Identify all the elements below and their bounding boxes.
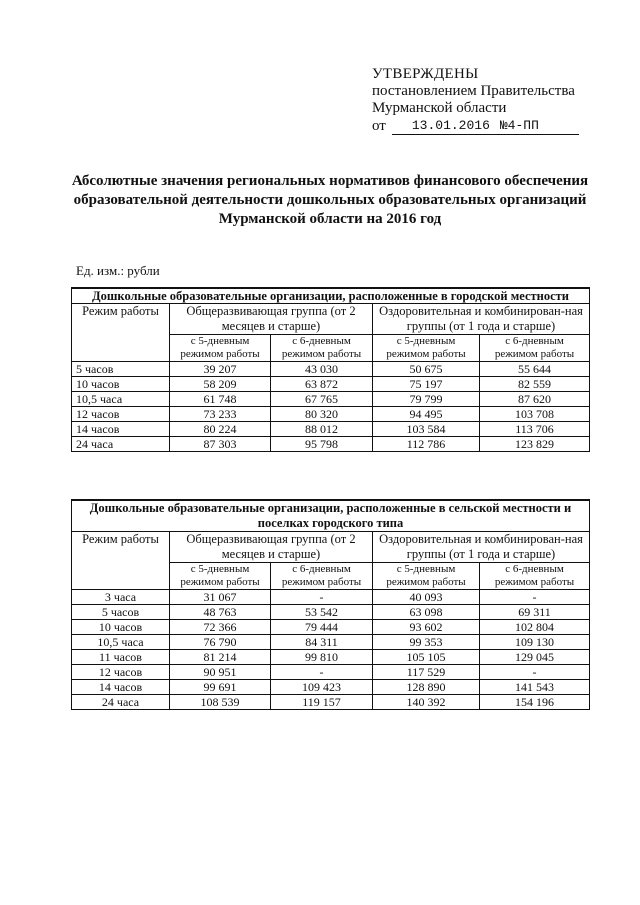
health-6-day-value: 123 829: [480, 437, 590, 452]
mode-header: Режим работы: [72, 304, 170, 362]
health-6-day-value: 102 804: [480, 620, 590, 635]
general-6-day-header: с 6-дневным режимом работы: [271, 335, 373, 362]
document-title: Абсолютные значения региональных нормативов финансового обеспечения образовательной деятельности дошкольных образовательных организаций Мурманской области на 2016 год: [71, 173, 589, 227]
general-6-day-value: 53 542: [271, 605, 373, 620]
approval-number: №4-ПП: [500, 117, 579, 135]
health-5-day-header: с 5-дневным режимом работы: [373, 335, 480, 362]
health-5-day-value: 50 675: [373, 362, 480, 377]
health-5-day-value: 94 495: [373, 407, 480, 422]
approval-date: 13.01.2016: [392, 117, 500, 135]
general-5-day-value: 58 209: [170, 377, 271, 392]
general-5-day-value: 76 790: [170, 635, 271, 650]
health-5-day-value: 75 197: [373, 377, 480, 392]
general-5-day-value: 61 748: [170, 392, 271, 407]
health-5-day-value: 93 602: [373, 620, 480, 635]
health-5-day-value: 117 529: [373, 665, 480, 680]
health-6-day-value: 103 708: [480, 407, 590, 422]
urban-norms-table: [71, 287, 590, 452]
health-5-day-value: 40 093: [373, 590, 480, 605]
general-6-day-value: 67 765: [271, 392, 373, 407]
general-5-day-value: 73 233: [170, 407, 271, 422]
approval-date-line: [372, 117, 622, 135]
general-group-header: Общеразвивающая группа (от 2 месяцев и старше): [170, 304, 373, 335]
row-mode: 10 часов: [72, 620, 170, 635]
row-mode: 3 часа: [72, 590, 170, 605]
table-row: [72, 620, 590, 635]
health-5-day-value: 140 392: [373, 695, 480, 710]
approval-heading: УТВЕРЖДЕНЫ: [372, 66, 479, 82]
row-mode: 5 часов: [72, 362, 170, 377]
table-row: [72, 407, 590, 422]
health-5-day-header: с 5-дневным режимом работы: [373, 563, 480, 590]
health-6-day-value: 154 196: [480, 695, 590, 710]
row-mode: 5 часов: [72, 605, 170, 620]
general-6-day-header: с 6-дневным режимом работы: [271, 563, 373, 590]
urban-table-caption: Дошкольные образовательные организации, расположенные в городской местности: [72, 288, 590, 304]
general-5-day-value: 48 763: [170, 605, 271, 620]
general-6-day-value: 119 157: [271, 695, 373, 710]
general-5-day-value: 72 366: [170, 620, 271, 635]
health-5-day-value: 105 105: [373, 650, 480, 665]
health-group-header: Оздоровительная и комбинирован-ная группы (от 1 года и старше): [373, 304, 590, 335]
row-mode: 14 часов: [72, 680, 170, 695]
health-6-day-value: 82 559: [480, 377, 590, 392]
row-mode: 10,5 часа: [72, 635, 170, 650]
general-5-day-value: 90 951: [170, 665, 271, 680]
mode-header: Режим работы: [72, 532, 170, 590]
row-mode: 12 часов: [72, 407, 170, 422]
general-group-header: Общеразвивающая группа (от 2 месяцев и старше): [170, 532, 373, 563]
general-5-day-value: 31 067: [170, 590, 271, 605]
health-5-day-value: 128 890: [373, 680, 480, 695]
general-6-day-value: 99 810: [271, 650, 373, 665]
health-6-day-value: 87 620: [480, 392, 590, 407]
table-row: [72, 437, 590, 452]
health-6-day-value: -: [480, 590, 590, 605]
general-6-day-value: 88 012: [271, 422, 373, 437]
health-6-day-value: 109 130: [480, 635, 590, 650]
approval-block: [372, 66, 622, 135]
row-mode: 11 часов: [72, 650, 170, 665]
general-6-day-value: 109 423: [271, 680, 373, 695]
general-5-day-value: 39 207: [170, 362, 271, 377]
general-6-day-value: 84 311: [271, 635, 373, 650]
row-mode: 14 часов: [72, 422, 170, 437]
table-row: [72, 635, 590, 650]
health-6-day-value: 69 311: [480, 605, 590, 620]
row-mode: 10 часов: [72, 377, 170, 392]
general-6-day-value: 80 320: [271, 407, 373, 422]
health-5-day-value: 112 786: [373, 437, 480, 452]
general-6-day-value: -: [271, 665, 373, 680]
general-5-day-value: 99 691: [170, 680, 271, 695]
table-row: [72, 590, 590, 605]
health-5-day-value: 103 584: [373, 422, 480, 437]
rural-norms-table: [71, 499, 590, 710]
table-row: [72, 377, 590, 392]
unit-of-measure: Ед. изм.: рубли: [76, 263, 160, 278]
general-5-day-header: с 5-дневным режимом работы: [170, 335, 271, 362]
row-mode: 10,5 часа: [72, 392, 170, 407]
health-6-day-value: 113 706: [480, 422, 590, 437]
table-row: [72, 665, 590, 680]
general-5-day-header: с 5-дневным режимом работы: [170, 563, 271, 590]
general-6-day-value: 79 444: [271, 620, 373, 635]
table-row: [72, 650, 590, 665]
approval-resolution: постановлением Правительства: [372, 83, 575, 99]
health-6-day-value: 141 543: [480, 680, 590, 695]
approval-from-label: от: [372, 118, 386, 134]
general-6-day-value: -: [271, 590, 373, 605]
row-mode: 12 часов: [72, 665, 170, 680]
general-5-day-value: 108 539: [170, 695, 271, 710]
general-5-day-value: 81 214: [170, 650, 271, 665]
health-6-day-header: с 6-дневным режимом работы: [480, 335, 590, 362]
row-mode: 24 часа: [72, 695, 170, 710]
general-5-day-value: 80 224: [170, 422, 271, 437]
table-row: [72, 392, 590, 407]
health-5-day-value: 99 353: [373, 635, 480, 650]
table-row: [72, 362, 590, 377]
health-6-day-header: с 6-дневным режимом работы: [480, 563, 590, 590]
health-5-day-value: 79 799: [373, 392, 480, 407]
general-6-day-value: 95 798: [271, 437, 373, 452]
health-5-day-value: 63 098: [373, 605, 480, 620]
general-6-day-value: 63 872: [271, 377, 373, 392]
health-6-day-value: -: [480, 665, 590, 680]
approval-region: Мурманской области: [372, 100, 507, 116]
table-row: [72, 695, 590, 710]
table-row: [72, 605, 590, 620]
health-6-day-value: 55 644: [480, 362, 590, 377]
row-mode: 24 часа: [72, 437, 170, 452]
health-6-day-value: 129 045: [480, 650, 590, 665]
table-row: [72, 422, 590, 437]
table-row: [72, 680, 590, 695]
general-5-day-value: 87 303: [170, 437, 271, 452]
general-6-day-value: 43 030: [271, 362, 373, 377]
health-group-header: Оздоровительная и комбинирован-ная группы (от 1 года и старше): [373, 532, 590, 563]
rural-table-caption: Дошкольные образовательные организации, расположенные в сельской местности и поселках городского типа: [72, 500, 590, 532]
